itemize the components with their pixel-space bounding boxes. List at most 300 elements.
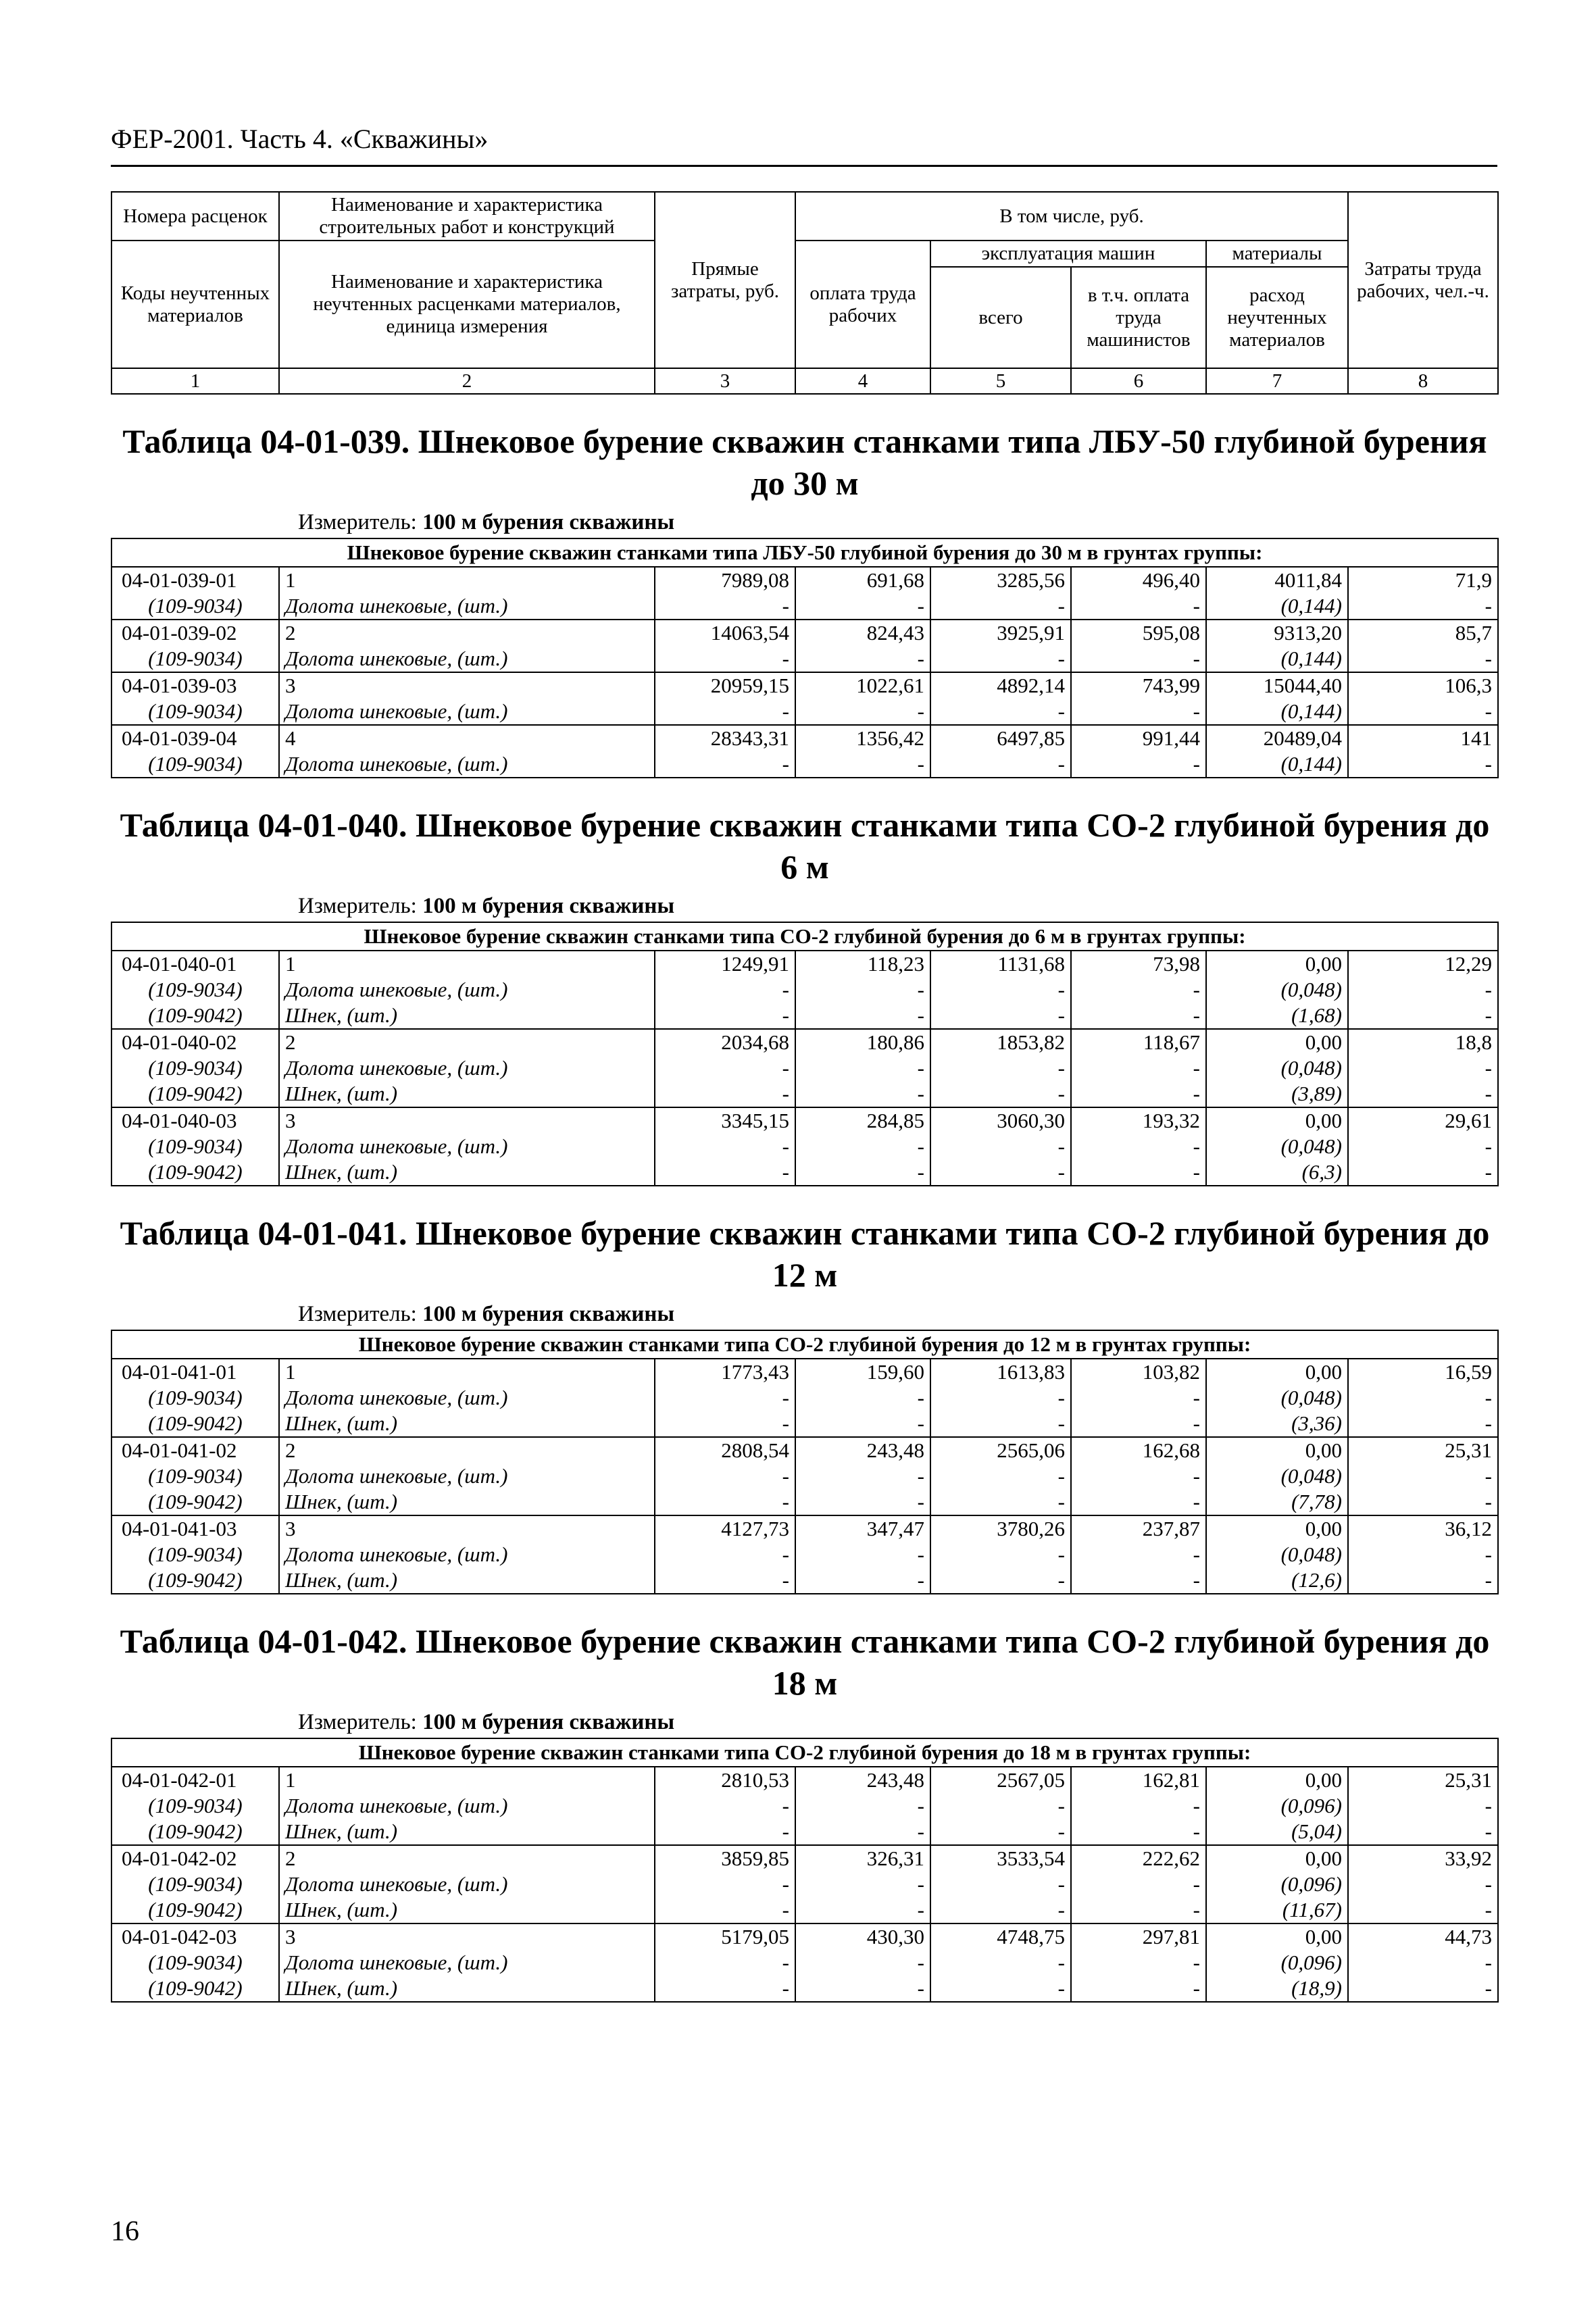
material-qty: (11,67) [1206, 1897, 1348, 1923]
dash-cell: - [655, 646, 795, 672]
header-col7: расход неучтенных материалов [1206, 267, 1348, 368]
header-col1-top: Номера расценок [111, 192, 279, 241]
dash-cell: - [1348, 1819, 1498, 1845]
dash-cell: - [930, 1489, 1071, 1515]
rate-name: 3 [279, 1515, 655, 1542]
rate-row [111, 1845, 1498, 1871]
section-subtitle-row [111, 538, 1498, 567]
material-name: Долота шнековые, (шт.) [279, 699, 655, 725]
machines-total: 2565,06 [930, 1437, 1071, 1463]
dash-cell: - [1071, 1871, 1206, 1897]
materials-cost: 0,00 [1206, 1515, 1348, 1542]
direct-costs: 1249,91 [655, 951, 795, 977]
material-code: (109-9034) [111, 1542, 279, 1567]
dash-cell: - [795, 1897, 930, 1923]
column-number: 6 [1071, 368, 1206, 394]
dash-cell: - [795, 1055, 930, 1081]
material-name: Долота шнековые, (шт.) [279, 1385, 655, 1411]
machines-total: 2567,05 [930, 1767, 1071, 1793]
column-number: 1 [111, 368, 279, 394]
dash-cell: - [795, 1081, 930, 1107]
material-row [111, 1003, 1498, 1029]
dash-cell: - [655, 1463, 795, 1489]
dash-cell: - [1348, 1976, 1498, 2002]
rate-row [111, 672, 1498, 699]
dash-cell: - [1348, 1159, 1498, 1186]
labor-pay: 243,48 [795, 1767, 930, 1793]
material-name: Шнек, (шт.) [279, 1003, 655, 1029]
dash-cell: - [930, 1819, 1071, 1845]
unit-label: Измеритель: [298, 510, 417, 534]
rate-code: 04-01-039-01 [111, 567, 279, 593]
materials-cost: 0,00 [1206, 951, 1348, 977]
rate-name: 2 [279, 1029, 655, 1055]
unit-label: Измеритель: [298, 1302, 417, 1326]
dash-cell: - [655, 1542, 795, 1567]
dash-cell: - [930, 1793, 1071, 1819]
dash-cell: - [795, 1819, 930, 1845]
material-code: (109-9042) [111, 1159, 279, 1186]
material-qty: (0,096) [1206, 1950, 1348, 1976]
material-code: (109-9034) [111, 1385, 279, 1411]
dash-cell: - [930, 593, 1071, 620]
labor-hours: 16,59 [1348, 1359, 1498, 1385]
header-col4: оплата труда рабочих [795, 241, 930, 368]
dash-cell: - [1348, 1950, 1498, 1976]
dash-cell: - [1071, 699, 1206, 725]
machines-total: 4892,14 [930, 672, 1071, 699]
material-code: (109-9042) [111, 1003, 279, 1029]
rate-code: 04-01-039-04 [111, 725, 279, 751]
material-row [111, 1463, 1498, 1489]
rate-code: 04-01-039-03 [111, 672, 279, 699]
direct-costs: 1773,43 [655, 1359, 795, 1385]
section-unit-row [111, 1299, 1498, 1330]
dash-cell: - [930, 1385, 1071, 1411]
direct-costs: 2810,53 [655, 1767, 795, 1793]
section-title-row [111, 778, 1498, 890]
dash-cell: - [655, 699, 795, 725]
section-unit [111, 890, 1498, 922]
header-col1-bottom: Коды неучтенных материалов [111, 241, 279, 368]
machinist-pay: 73,98 [1071, 951, 1206, 977]
dash-cell: - [795, 646, 930, 672]
material-qty: (1,68) [1206, 1003, 1348, 1029]
column-number: 2 [279, 368, 655, 394]
dash-cell: - [655, 1976, 795, 2002]
dash-cell: - [795, 1134, 930, 1159]
rate-row [111, 1515, 1498, 1542]
header-col2-bottom: Наименование и характеристика неучтенных расценками материалов, единица измерения [279, 241, 655, 368]
dash-cell: - [655, 977, 795, 1003]
labor-pay: 118,23 [795, 951, 930, 977]
unit-value: 100 м бурения скважины [422, 1302, 675, 1326]
materials-cost: 4011,84 [1206, 567, 1348, 593]
dash-cell: - [1348, 977, 1498, 1003]
material-row [111, 1081, 1498, 1107]
dash-cell: - [1348, 1463, 1498, 1489]
dash-cell: - [655, 1567, 795, 1594]
direct-costs: 5179,05 [655, 1923, 795, 1950]
rate-code: 04-01-040-03 [111, 1107, 279, 1134]
material-code: (109-9034) [111, 646, 279, 672]
section-subtitle: Шнековое бурение скважин станками типа СО-2 глубиной бурения до 6 м в грунтах группы: [111, 922, 1498, 951]
rate-code: 04-01-040-02 [111, 1029, 279, 1055]
dash-cell: - [655, 1081, 795, 1107]
dash-cell: - [655, 1055, 795, 1081]
column-number: 7 [1206, 368, 1348, 394]
labor-hours: 33,92 [1348, 1845, 1498, 1871]
table-body [111, 368, 1498, 2002]
material-code: (109-9042) [111, 1819, 279, 1845]
dash-cell: - [930, 1134, 1071, 1159]
dash-cell: - [1071, 1411, 1206, 1437]
material-name: Долота шнековые, (шт.) [279, 1950, 655, 1976]
dash-cell: - [655, 1411, 795, 1437]
material-name: Шнек, (шт.) [279, 1081, 655, 1107]
dash-cell: - [930, 1159, 1071, 1186]
dash-cell: - [930, 1055, 1071, 1081]
material-qty: (0,048) [1206, 1385, 1348, 1411]
dash-cell: - [655, 593, 795, 620]
dash-cell: - [1348, 751, 1498, 778]
material-qty: (0,048) [1206, 1134, 1348, 1159]
material-name: Шнек, (шт.) [279, 1976, 655, 2002]
dash-cell: - [795, 1793, 930, 1819]
rate-row [111, 1107, 1498, 1134]
section-title: Таблица 04-01-040. Шнековое бурение скважин станками типа СО-2 глубиной бурения до 6 м [120, 806, 1490, 886]
dash-cell: - [795, 699, 930, 725]
material-qty: (6,3) [1206, 1159, 1348, 1186]
dash-cell: - [655, 1003, 795, 1029]
material-code: (109-9042) [111, 1567, 279, 1594]
materials-cost: 0,00 [1206, 1359, 1348, 1385]
direct-costs: 2034,68 [655, 1029, 795, 1055]
dash-cell: - [1071, 646, 1206, 672]
dash-cell: - [795, 593, 930, 620]
section-unit [111, 507, 1498, 538]
dash-cell: - [930, 646, 1071, 672]
dash-cell: - [1071, 1385, 1206, 1411]
material-code: (109-9034) [111, 1793, 279, 1819]
section-title: Таблица 04-01-039. Шнековое бурение скважин станками типа ЛБУ-50 глубиной бурения до 30 м [122, 422, 1487, 502]
machinist-pay: 162,81 [1071, 1767, 1206, 1793]
dash-cell: - [655, 1819, 795, 1845]
machinist-pay: 595,08 [1071, 620, 1206, 646]
direct-costs: 3345,15 [655, 1107, 795, 1134]
dash-cell: - [1348, 1542, 1498, 1567]
header-col5: всего [930, 267, 1071, 368]
material-qty: (3,89) [1206, 1081, 1348, 1107]
table-header [111, 192, 1498, 368]
labor-hours: 29,61 [1348, 1107, 1498, 1134]
dash-cell: - [655, 1489, 795, 1515]
material-row [111, 1134, 1498, 1159]
dash-cell: - [1071, 1081, 1206, 1107]
labor-pay: 180,86 [795, 1029, 930, 1055]
labor-pay: 1022,61 [795, 672, 930, 699]
material-code: (109-9034) [111, 1950, 279, 1976]
dash-cell: - [655, 1385, 795, 1411]
column-number: 4 [795, 368, 930, 394]
dash-cell: - [795, 1411, 930, 1437]
labor-hours: 36,12 [1348, 1515, 1498, 1542]
machines-total: 1613,83 [930, 1359, 1071, 1385]
material-qty: (7,78) [1206, 1489, 1348, 1515]
material-row [111, 1159, 1498, 1186]
dash-cell: - [1071, 977, 1206, 1003]
rate-name: 2 [279, 1845, 655, 1871]
machines-total: 1131,68 [930, 951, 1071, 977]
material-qty: (0,096) [1206, 1871, 1348, 1897]
direct-costs: 28343,31 [655, 725, 795, 751]
materials-cost: 9313,20 [1206, 620, 1348, 646]
section-subtitle-row [111, 922, 1498, 951]
dash-cell: - [1348, 1055, 1498, 1081]
rate-name: 1 [279, 1359, 655, 1385]
section-title: Таблица 04-01-042. Шнековое бурение скважин станками типа СО-2 глубиной бурения до 18 м [120, 1622, 1490, 1702]
material-qty: (5,04) [1206, 1819, 1348, 1845]
labor-pay: 824,43 [795, 620, 930, 646]
dash-cell: - [1348, 1793, 1498, 1819]
machinist-pay: 103,82 [1071, 1359, 1206, 1385]
dash-cell: - [930, 1411, 1071, 1437]
dash-cell: - [1348, 1003, 1498, 1029]
section-unit [111, 1299, 1498, 1330]
material-row [111, 1793, 1498, 1819]
machinist-pay: 297,81 [1071, 1923, 1206, 1950]
dash-cell: - [1071, 1819, 1206, 1845]
material-code: (109-9042) [111, 1897, 279, 1923]
material-code: (109-9042) [111, 1976, 279, 2002]
rate-code: 04-01-042-02 [111, 1845, 279, 1871]
material-name: Шнек, (шт.) [279, 1159, 655, 1186]
machines-total: 3060,30 [930, 1107, 1071, 1134]
labor-pay: 159,60 [795, 1359, 930, 1385]
dash-cell: - [1348, 646, 1498, 672]
materials-cost: 0,00 [1206, 1437, 1348, 1463]
dash-cell: - [930, 699, 1071, 725]
material-qty: (0,144) [1206, 751, 1348, 778]
direct-costs: 2808,54 [655, 1437, 795, 1463]
dash-cell: - [1071, 1134, 1206, 1159]
machinist-pay: 496,40 [1071, 567, 1206, 593]
material-qty: (0,144) [1206, 593, 1348, 620]
material-qty: (0,048) [1206, 1463, 1348, 1489]
header-col2-top: Наименование и характеристика строительных работ и конструкций [279, 192, 655, 241]
material-name: Долота шнековые, (шт.) [279, 646, 655, 672]
rate-name: 1 [279, 951, 655, 977]
section-subtitle-row [111, 1330, 1498, 1359]
labor-pay: 284,85 [795, 1107, 930, 1134]
running-header: ФЕР-2001. Часть 4. «Скважины» [111, 124, 489, 154]
material-qty: (18,9) [1206, 1976, 1348, 2002]
direct-costs: 20959,15 [655, 672, 795, 699]
rate-code: 04-01-039-02 [111, 620, 279, 646]
column-number: 5 [930, 368, 1071, 394]
header-col3: Прямые затраты, руб. [655, 192, 795, 368]
section-subtitle: Шнековое бурение скважин станками типа СО-2 глубиной бурения до 18 м в грунтах группы: [111, 1738, 1498, 1767]
dash-cell: - [655, 751, 795, 778]
rate-code: 04-01-041-02 [111, 1437, 279, 1463]
material-code: (109-9042) [111, 1081, 279, 1107]
section-subtitle: Шнековое бурение скважин станками типа ЛБУ-50 глубиной бурения до 30 м в грунтах группы: [111, 538, 1498, 567]
rates-table [111, 191, 1499, 2003]
material-name: Долота шнековые, (шт.) [279, 1055, 655, 1081]
unit-label: Измеритель: [298, 1710, 417, 1734]
labor-pay: 243,48 [795, 1437, 930, 1463]
dash-cell: - [1071, 1489, 1206, 1515]
machines-total: 3780,26 [930, 1515, 1071, 1542]
material-name: Шнек, (шт.) [279, 1897, 655, 1923]
machines-total: 6497,85 [930, 725, 1071, 751]
material-name: Долота шнековые, (шт.) [279, 977, 655, 1003]
header-group: В том числе, руб. [795, 192, 1348, 241]
material-row [111, 1489, 1498, 1515]
dash-cell: - [655, 1950, 795, 1976]
material-row [111, 1567, 1498, 1594]
machines-total: 3285,56 [930, 567, 1071, 593]
labor-pay: 691,68 [795, 567, 930, 593]
materials-cost: 0,00 [1206, 1767, 1348, 1793]
section-title-row [111, 1594, 1498, 1707]
dash-cell: - [795, 977, 930, 1003]
material-name: Долота шнековые, (шт.) [279, 1542, 655, 1567]
section-unit-row [111, 890, 1498, 922]
material-qty: (3,36) [1206, 1411, 1348, 1437]
machinist-pay: 193,32 [1071, 1107, 1206, 1134]
labor-hours: 18,8 [1348, 1029, 1498, 1055]
material-code: (109-9034) [111, 977, 279, 1003]
dash-cell: - [930, 751, 1071, 778]
machinist-pay: 991,44 [1071, 725, 1206, 751]
unit-value: 100 м бурения скважины [422, 510, 675, 534]
dash-cell: - [930, 1950, 1071, 1976]
rate-row [111, 1029, 1498, 1055]
material-name: Долота шнековые, (шт.) [279, 593, 655, 620]
dash-cell: - [1071, 1950, 1206, 1976]
labor-hours: 141 [1348, 725, 1498, 751]
dash-cell: - [1071, 1003, 1206, 1029]
column-numbers-row [111, 368, 1498, 394]
direct-costs: 4127,73 [655, 1515, 795, 1542]
header-materials: материалы [1206, 241, 1348, 267]
dash-cell: - [1348, 1385, 1498, 1411]
column-number: 8 [1348, 368, 1498, 394]
rate-code: 04-01-042-03 [111, 1923, 279, 1950]
material-name: Долота шнековые, (шт.) [279, 1871, 655, 1897]
dash-cell: - [1348, 1567, 1498, 1594]
dash-cell: - [930, 1871, 1071, 1897]
machines-total: 3925,91 [930, 620, 1071, 646]
labor-hours: 44,73 [1348, 1923, 1498, 1950]
rate-code: 04-01-041-01 [111, 1359, 279, 1385]
material-name: Долота шнековые, (шт.) [279, 751, 655, 778]
rate-row [111, 1767, 1498, 1793]
material-row [111, 1542, 1498, 1567]
dash-cell: - [1071, 1793, 1206, 1819]
material-name: Шнек, (шт.) [279, 1489, 655, 1515]
labor-pay: 326,31 [795, 1845, 930, 1871]
material-qty: (12,6) [1206, 1567, 1348, 1594]
machinist-pay: 118,67 [1071, 1029, 1206, 1055]
dash-cell: - [1348, 1134, 1498, 1159]
unit-value: 100 м бурения скважины [422, 894, 675, 918]
material-row [111, 1897, 1498, 1923]
dash-cell: - [795, 1976, 930, 2002]
dash-cell: - [1348, 1871, 1498, 1897]
dash-cell: - [1071, 1159, 1206, 1186]
rate-code: 04-01-040-01 [111, 951, 279, 977]
material-qty: (0,048) [1206, 1542, 1348, 1567]
materials-cost: 0,00 [1206, 1923, 1348, 1950]
dash-cell: - [1071, 1463, 1206, 1489]
material-code: (109-9042) [111, 1411, 279, 1437]
material-row [111, 1055, 1498, 1081]
machinist-pay: 237,87 [1071, 1515, 1206, 1542]
rate-row [111, 567, 1498, 593]
column-number: 3 [655, 368, 795, 394]
labor-hours: 85,7 [1348, 620, 1498, 646]
machinist-pay: 162,68 [1071, 1437, 1206, 1463]
dash-cell: - [1071, 1055, 1206, 1081]
material-row [111, 977, 1498, 1003]
dash-cell: - [1348, 1897, 1498, 1923]
dash-cell: - [795, 1385, 930, 1411]
dash-cell: - [1071, 751, 1206, 778]
dash-cell: - [655, 1793, 795, 1819]
rate-row [111, 951, 1498, 977]
labor-pay: 1356,42 [795, 725, 930, 751]
material-name: Шнек, (шт.) [279, 1567, 655, 1594]
section-title-row [111, 1186, 1498, 1299]
material-qty: (0,144) [1206, 646, 1348, 672]
material-code: (109-9034) [111, 1134, 279, 1159]
direct-costs: 7989,08 [655, 567, 795, 593]
dash-cell: - [795, 1567, 930, 1594]
rate-row [111, 1359, 1498, 1385]
header-col8: Затраты труда рабочих, чел.-ч. [1348, 192, 1498, 368]
rate-name: 3 [279, 1107, 655, 1134]
material-code: (109-9034) [111, 1055, 279, 1081]
dash-cell: - [1071, 1897, 1206, 1923]
rate-row [111, 1437, 1498, 1463]
dash-cell: - [930, 1897, 1071, 1923]
dash-cell: - [795, 1463, 930, 1489]
dash-cell: - [1348, 1081, 1498, 1107]
dash-cell: - [930, 977, 1071, 1003]
dash-cell: - [930, 1003, 1071, 1029]
machinist-pay: 222,62 [1071, 1845, 1206, 1871]
labor-hours: 25,31 [1348, 1437, 1498, 1463]
materials-cost: 20489,04 [1206, 725, 1348, 751]
dash-cell: - [795, 1489, 930, 1515]
dash-cell: - [930, 1567, 1071, 1594]
dash-cell: - [795, 751, 930, 778]
material-row [111, 1976, 1498, 2002]
rate-row [111, 620, 1498, 646]
machines-total: 3533,54 [930, 1845, 1071, 1871]
labor-pay: 430,30 [795, 1923, 930, 1950]
header-col6: в т.ч. оплата труда машинистов [1071, 267, 1206, 368]
rate-name: 3 [279, 672, 655, 699]
material-qty: (0,048) [1206, 1055, 1348, 1081]
rate-code: 04-01-042-01 [111, 1767, 279, 1793]
labor-hours: 12,29 [1348, 951, 1498, 977]
dash-cell: - [930, 1976, 1071, 2002]
direct-costs: 3859,85 [655, 1845, 795, 1871]
dash-cell: - [795, 1003, 930, 1029]
